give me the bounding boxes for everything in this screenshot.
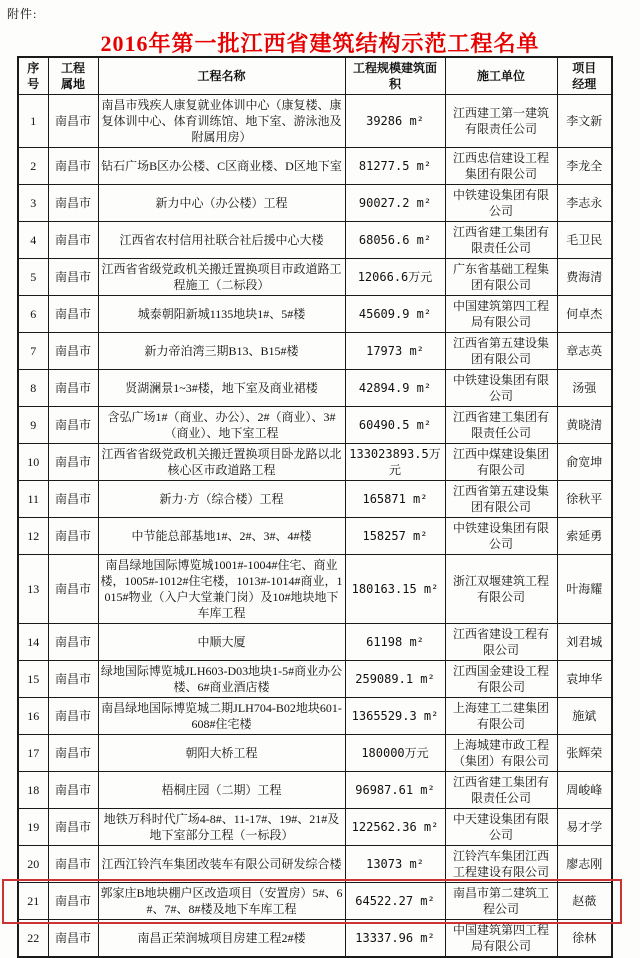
cell-project-scale: 96987.61 m² bbox=[345, 772, 445, 809]
cell-project-manager: 刘君城 bbox=[557, 624, 612, 661]
table-row bbox=[18, 883, 612, 920]
cell-project-name: 南昌正荣润城项目房建工程2#楼 bbox=[98, 920, 345, 958]
cell-project-location: 南昌市 bbox=[48, 883, 98, 920]
cell-project-name: 钻石广场B区办公楼、C区商业楼、D区地下室 bbox=[98, 148, 345, 185]
cell-project-name: 南昌绿地国际博览城1001#-1004#住宅、商业楼，1005#-1012#住宅楼，1013#-1014#商业，1015#物业（入户大堂兼门岗）及10#地块地下车库工程 bbox=[98, 555, 345, 624]
table-row bbox=[18, 95, 612, 148]
cell-construction-unit: 江西省建工集团有限责任公司 bbox=[445, 222, 557, 259]
cell-serial-number: 15 bbox=[18, 661, 48, 698]
cell-project-location: 南昌市 bbox=[48, 772, 98, 809]
cell-construction-unit: 中国建筑第四工程局有限公司 bbox=[445, 920, 557, 958]
cell-project-name: 新力中心（办公楼）工程 bbox=[98, 185, 345, 222]
cell-serial-number: 18 bbox=[18, 772, 48, 809]
cell-serial-number: 7 bbox=[18, 333, 48, 370]
cell-serial-number: 12 bbox=[18, 518, 48, 555]
cell-project-scale: 165871 m² bbox=[345, 481, 445, 518]
cell-project-location: 南昌市 bbox=[48, 555, 98, 624]
cell-project-manager: 何卓杰 bbox=[557, 296, 612, 333]
cell-project-manager: 赵薇 bbox=[557, 883, 612, 920]
cell-construction-unit: 中铁建设集团有限公司 bbox=[445, 370, 557, 407]
cell-project-scale: 13073 m² bbox=[345, 846, 445, 883]
cell-serial-number: 3 bbox=[18, 185, 48, 222]
cell-project-manager: 叶海耀 bbox=[557, 555, 612, 624]
cell-project-location: 南昌市 bbox=[48, 95, 98, 148]
cell-serial-number: 9 bbox=[18, 407, 48, 444]
cell-construction-unit: 中国建筑第四工程局有限公司 bbox=[445, 296, 557, 333]
cell-construction-unit: 广东省基础工程集团有限公司 bbox=[445, 259, 557, 296]
cell-project-scale: 61198 m² bbox=[345, 624, 445, 661]
cell-project-name: 含弘广场1#（商业、办公）、2#（商业）、3#（商业）、地下室工程 bbox=[98, 407, 345, 444]
cell-project-name: 梧桐庄园（二期）工程 bbox=[98, 772, 345, 809]
cell-project-location: 南昌市 bbox=[48, 370, 98, 407]
cell-project-name: 新力帝泊湾三期B13、B15#楼 bbox=[98, 333, 345, 370]
cell-serial-number: 6 bbox=[18, 296, 48, 333]
cell-project-location: 南昌市 bbox=[48, 735, 98, 772]
cell-construction-unit: 中铁建设集团有限公司 bbox=[445, 185, 557, 222]
cell-construction-unit: 中铁建设集团有限公司 bbox=[445, 518, 557, 555]
cell-construction-unit: 浙江双堰建筑工程有限公司 bbox=[445, 555, 557, 624]
cell-project-scale: 13337.96 m² bbox=[345, 920, 445, 958]
table-header-row bbox=[18, 57, 612, 95]
header-construction-unit: 施工单位 bbox=[445, 57, 557, 95]
table-row bbox=[18, 809, 612, 846]
table-row bbox=[18, 661, 612, 698]
table-row bbox=[18, 296, 612, 333]
table-row bbox=[18, 185, 612, 222]
cell-project-manager: 施斌 bbox=[557, 698, 612, 735]
cell-project-manager: 易才学 bbox=[557, 809, 612, 846]
cell-project-name: 江西省农村信用社联合社后援中心大楼 bbox=[98, 222, 345, 259]
cell-project-name: 朝阳大桥工程 bbox=[98, 735, 345, 772]
cell-construction-unit: 江铃汽车集团江西工程建设有限公司 bbox=[445, 846, 557, 883]
cell-project-manager: 张辉荣 bbox=[557, 735, 612, 772]
cell-serial-number: 19 bbox=[18, 809, 48, 846]
cell-project-manager: 廖志刚 bbox=[557, 846, 612, 883]
cell-construction-unit: 上海建工二建集团有限公司 bbox=[445, 698, 557, 735]
cell-project-scale: 259089.1 m² bbox=[345, 661, 445, 698]
table-row bbox=[18, 222, 612, 259]
cell-project-location: 南昌市 bbox=[48, 624, 98, 661]
cell-construction-unit: 江西建工第一建筑有限责任公司 bbox=[445, 95, 557, 148]
cell-project-manager: 汤强 bbox=[557, 370, 612, 407]
cell-project-manager: 李文新 bbox=[557, 95, 612, 148]
cell-project-manager: 费海清 bbox=[557, 259, 612, 296]
cell-project-location: 南昌市 bbox=[48, 698, 98, 735]
table-row bbox=[18, 333, 612, 370]
cell-project-name: 城泰朝阳新城1135地块1#、5#楼 bbox=[98, 296, 345, 333]
table-row bbox=[18, 407, 612, 444]
cell-project-manager: 黄晓清 bbox=[557, 407, 612, 444]
cell-project-name: 江西江铃汽车集团改装车有限公司研发综合楼 bbox=[98, 846, 345, 883]
cell-serial-number: 21 bbox=[18, 883, 48, 920]
cell-project-manager: 周峻峰 bbox=[557, 772, 612, 809]
cell-serial-number: 5 bbox=[18, 259, 48, 296]
cell-construction-unit: 江西忠信建设工程集团有限公司 bbox=[445, 148, 557, 185]
cell-construction-unit: 上海城建市政工程（集团）有限公司 bbox=[445, 735, 557, 772]
cell-project-location: 南昌市 bbox=[48, 661, 98, 698]
cell-construction-unit: 江西中煤建设集团有限公司 bbox=[445, 444, 557, 481]
table-row bbox=[18, 444, 612, 481]
cell-project-manager: 俞宽坤 bbox=[557, 444, 612, 481]
table-row bbox=[18, 259, 612, 296]
cell-project-location: 南昌市 bbox=[48, 296, 98, 333]
cell-serial-number: 10 bbox=[18, 444, 48, 481]
cell-serial-number: 20 bbox=[18, 846, 48, 883]
cell-serial-number: 8 bbox=[18, 370, 48, 407]
attachment-label: 附件: bbox=[7, 7, 38, 21]
header-project-name: 工程名称 bbox=[98, 57, 345, 95]
cell-project-scale: 122562.36 m² bbox=[345, 809, 445, 846]
cell-project-location: 南昌市 bbox=[48, 407, 98, 444]
cell-project-manager: 袁坤华 bbox=[557, 661, 612, 698]
cell-project-manager: 毛卫民 bbox=[557, 222, 612, 259]
cell-project-manager: 徐秋平 bbox=[557, 481, 612, 518]
table-row bbox=[18, 481, 612, 518]
cell-project-name: 新力·方（综合楼）工程 bbox=[98, 481, 345, 518]
cell-project-name: 贤湖澜景1~3#楼，地下室及商业裙楼 bbox=[98, 370, 345, 407]
cell-project-scale: 133023893.5万元 bbox=[345, 444, 445, 481]
cell-construction-unit: 江西省建工集团有限责任公司 bbox=[445, 407, 557, 444]
cell-project-location: 南昌市 bbox=[48, 518, 98, 555]
cell-project-location: 南昌市 bbox=[48, 333, 98, 370]
cell-serial-number: 2 bbox=[18, 148, 48, 185]
cell-serial-number: 11 bbox=[18, 481, 48, 518]
projects-table bbox=[17, 56, 613, 958]
cell-project-location: 南昌市 bbox=[48, 920, 98, 958]
cell-project-manager: 章志英 bbox=[557, 333, 612, 370]
cell-project-scale: 180163.15 m² bbox=[345, 555, 445, 624]
cell-construction-unit: 南昌市第二建筑工程公司 bbox=[445, 883, 557, 920]
cell-project-name: 江西省省级党政机关搬迁置换项目卧龙路以北核心区市政道路工程 bbox=[98, 444, 345, 481]
cell-serial-number: 17 bbox=[18, 735, 48, 772]
cell-project-scale: 17973 m² bbox=[345, 333, 445, 370]
cell-project-name: 中顺大厦 bbox=[98, 624, 345, 661]
table-row bbox=[18, 772, 612, 809]
cell-project-scale: 45609.9 m² bbox=[345, 296, 445, 333]
cell-project-scale: 90027.2 m² bbox=[345, 185, 445, 222]
cell-project-scale: 64522.27 m² bbox=[345, 883, 445, 920]
cell-construction-unit: 江西省建设工程有限公司 bbox=[445, 624, 557, 661]
cell-construction-unit: 江西省建工集团有限责任公司 bbox=[445, 772, 557, 809]
cell-project-location: 南昌市 bbox=[48, 481, 98, 518]
header-project-location: 工程属地 bbox=[48, 57, 98, 95]
cell-project-name: 南昌绿地国际博览城二期JLH704-B02地块601-608#住宅楼 bbox=[98, 698, 345, 735]
cell-project-name: 江西省省级党政机关搬迁置换项目市政道路工程施工（二标段） bbox=[98, 259, 345, 296]
cell-project-scale: 60490.5 m² bbox=[345, 407, 445, 444]
cell-project-scale: 81277.5 m² bbox=[345, 148, 445, 185]
cell-serial-number: 14 bbox=[18, 624, 48, 661]
cell-construction-unit: 江西国金建设工程有限公司 bbox=[445, 661, 557, 698]
cell-serial-number: 16 bbox=[18, 698, 48, 735]
cell-project-scale: 1365529.3 m² bbox=[345, 698, 445, 735]
page-title: 2016年第一批江西省建筑结构示范工程名单 bbox=[100, 31, 540, 56]
cell-project-manager: 李志永 bbox=[557, 185, 612, 222]
cell-project-location: 南昌市 bbox=[48, 809, 98, 846]
table-row bbox=[18, 518, 612, 555]
cell-project-location: 南昌市 bbox=[48, 185, 98, 222]
table-row bbox=[18, 846, 612, 883]
cell-project-scale: 158257 m² bbox=[345, 518, 445, 555]
cell-construction-unit: 中天建设集团有限公司 bbox=[445, 809, 557, 846]
header-project-manager: 项目经理 bbox=[557, 57, 612, 95]
cell-project-name: 郭家庄B地块棚户区改造项目（安置房）5#、6#、7#、8#楼及地下车库工程 bbox=[98, 883, 345, 920]
cell-project-location: 南昌市 bbox=[48, 148, 98, 185]
cell-construction-unit: 江西省第五建设集团有限公司 bbox=[445, 333, 557, 370]
cell-project-scale: 39286 m² bbox=[345, 95, 445, 148]
cell-project-manager: 李龙全 bbox=[557, 148, 612, 185]
table-row bbox=[18, 370, 612, 407]
cell-project-location: 南昌市 bbox=[48, 259, 98, 296]
cell-serial-number: 4 bbox=[18, 222, 48, 259]
cell-project-manager: 徐林 bbox=[557, 920, 612, 958]
cell-construction-unit: 江西省第五建设集团有限公司 bbox=[445, 481, 557, 518]
cell-project-name: 南昌市残疾人康复就业体训中心（康复楼、康复体训中心、体育训练馆、地下室、游泳池及附属用房） bbox=[98, 95, 345, 148]
cell-project-scale: 68056.6 m² bbox=[345, 222, 445, 259]
cell-serial-number: 13 bbox=[18, 555, 48, 624]
header-serial-number: 序号 bbox=[18, 57, 48, 95]
cell-project-name: 地铁万科时代广场4-8#、11-17#、19#、21#及地下室部分工程（一标段） bbox=[98, 809, 345, 846]
cell-project-scale: 12066.6万元 bbox=[345, 259, 445, 296]
cell-project-location: 南昌市 bbox=[48, 222, 98, 259]
table-row bbox=[18, 735, 612, 772]
table-row bbox=[18, 920, 612, 958]
table-row bbox=[18, 555, 612, 624]
cell-project-name: 中节能总部基地1#、2#、3#、4#楼 bbox=[98, 518, 345, 555]
cell-project-location: 南昌市 bbox=[48, 444, 98, 481]
table-row bbox=[18, 698, 612, 735]
cell-project-location: 南昌市 bbox=[48, 846, 98, 883]
cell-project-name: 绿地国际博览城JLH603-D03地块1-5#商业办公楼、6#商业酒店楼 bbox=[98, 661, 345, 698]
cell-project-scale: 42894.9 m² bbox=[345, 370, 445, 407]
header-project-scale: 工程规模建筑面积 bbox=[345, 57, 445, 95]
table-row bbox=[18, 624, 612, 661]
cell-serial-number: 22 bbox=[18, 920, 48, 958]
cell-serial-number: 1 bbox=[18, 95, 48, 148]
cell-project-manager: 索延勇 bbox=[557, 518, 612, 555]
table-row bbox=[18, 148, 612, 185]
cell-project-scale: 180000万元 bbox=[345, 735, 445, 772]
